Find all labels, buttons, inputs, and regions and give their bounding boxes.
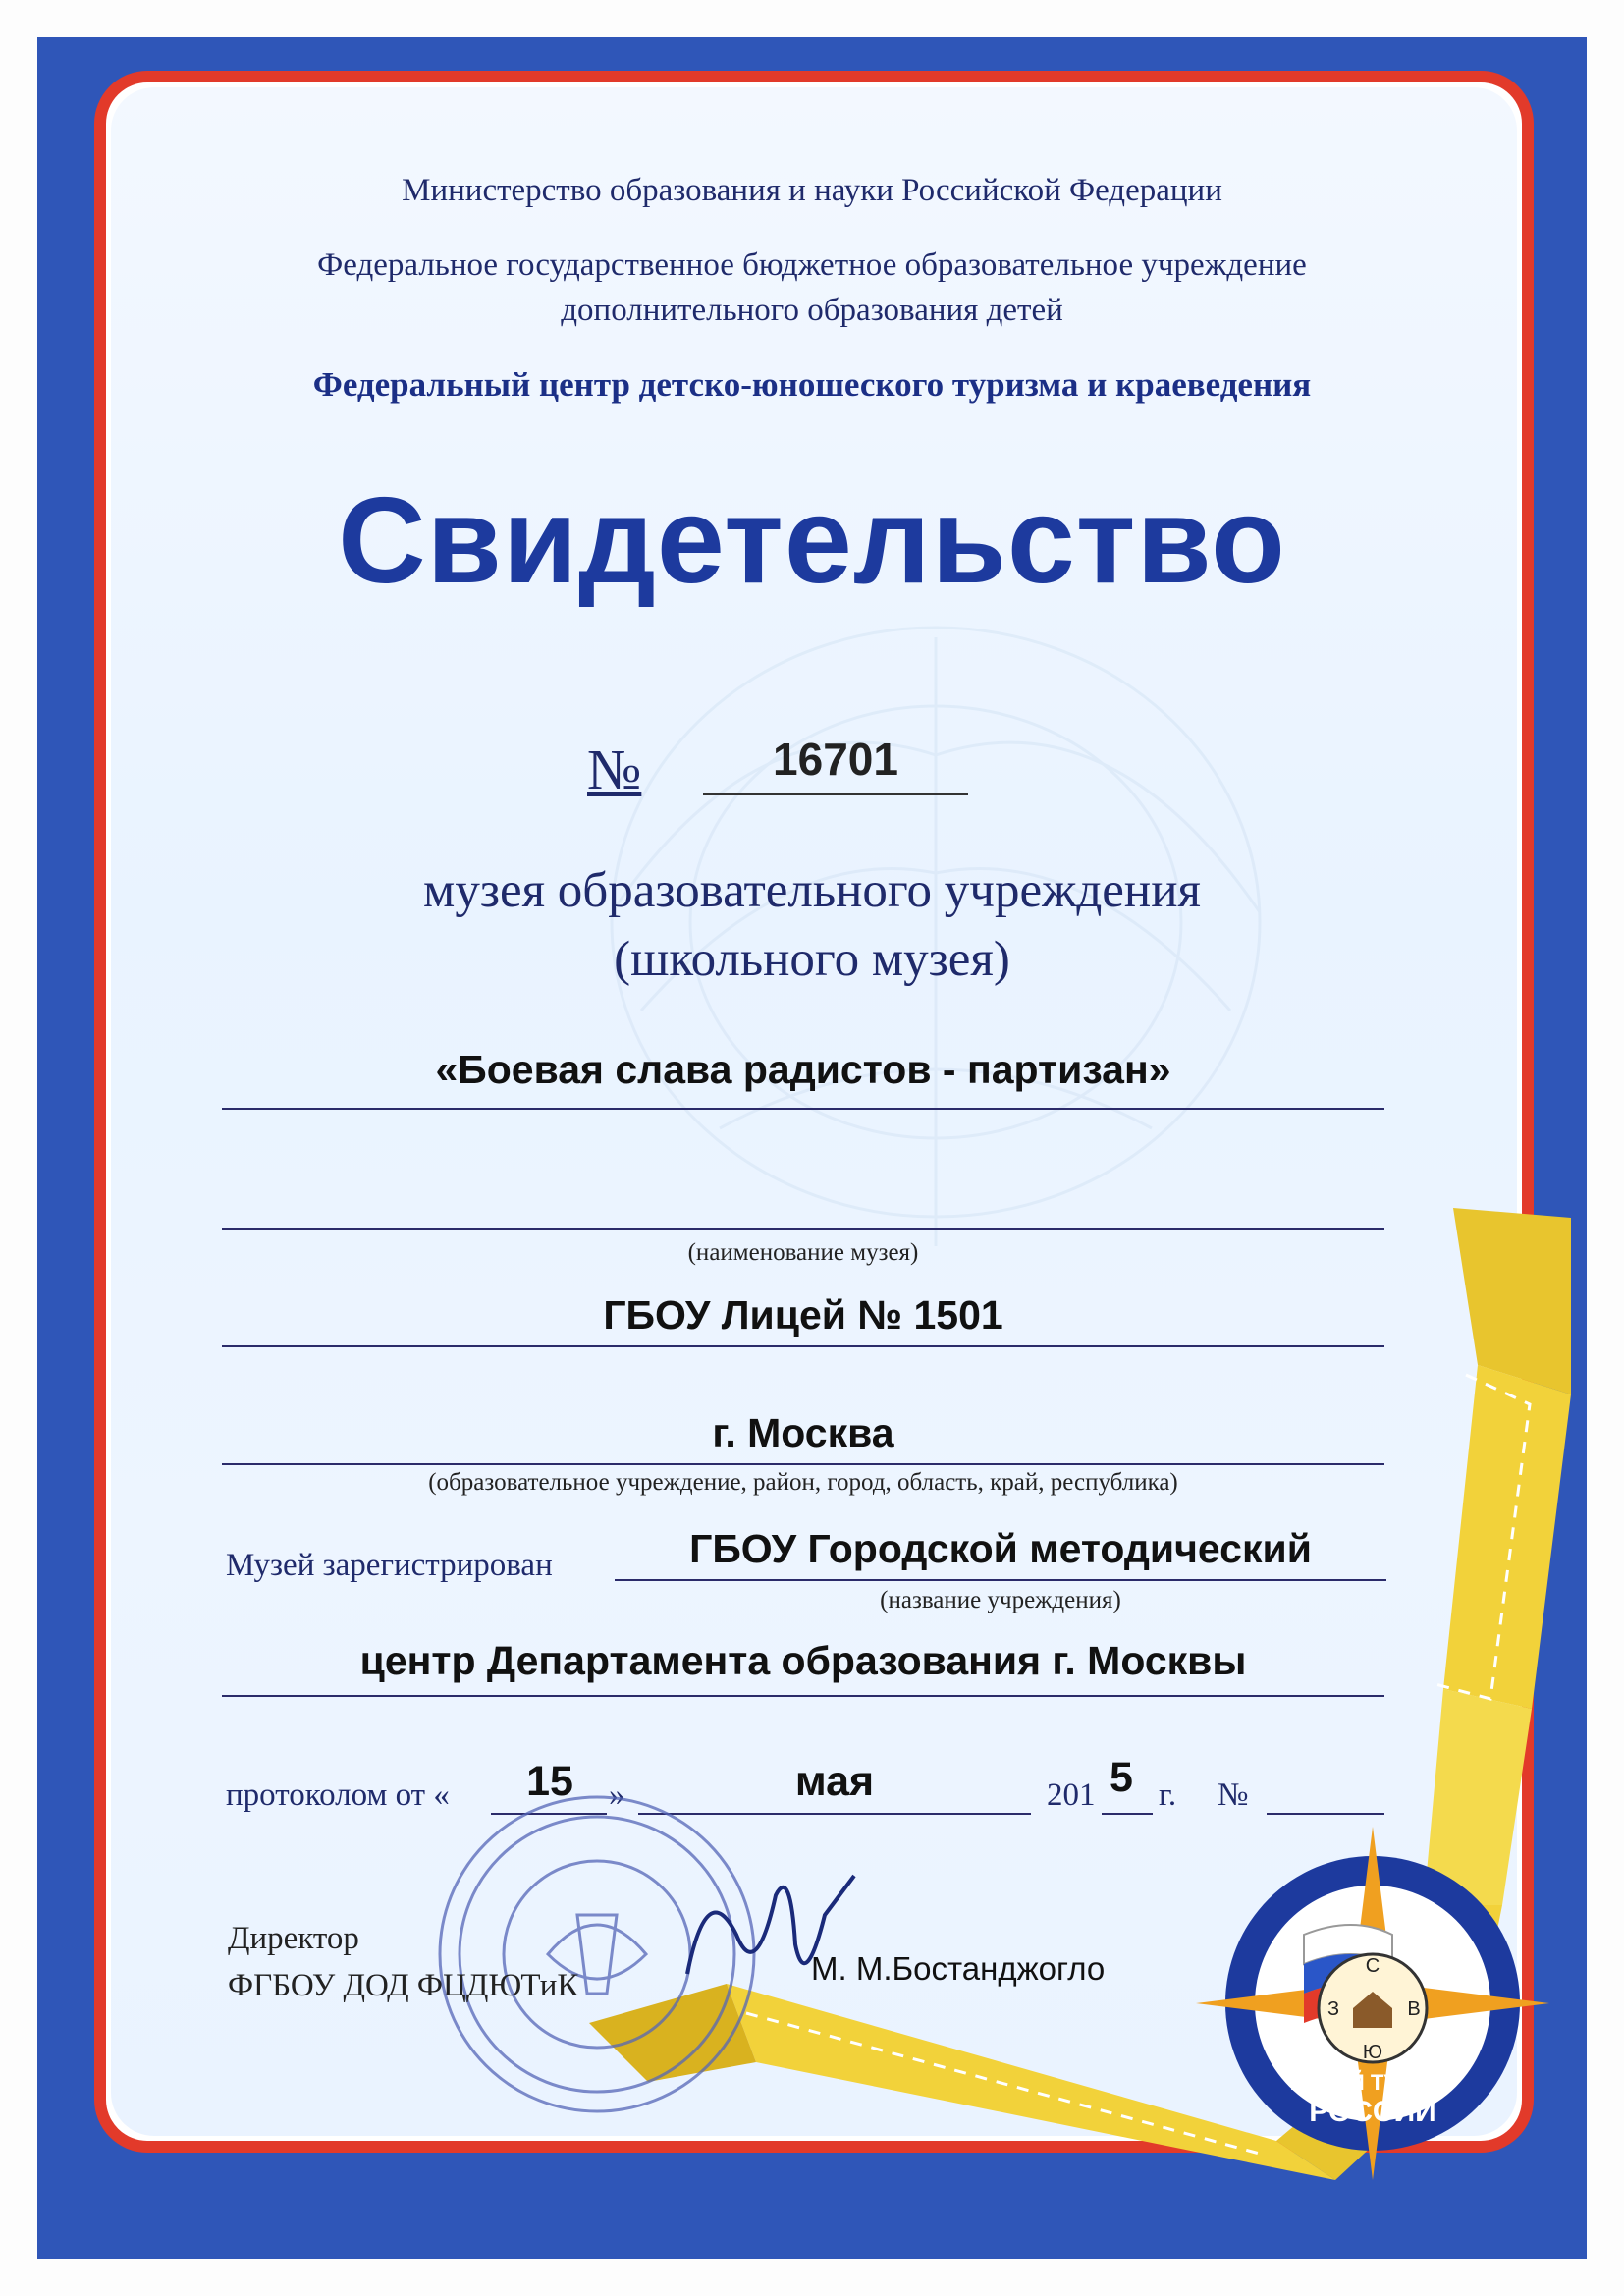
protocol-prefix: протоколом от « [226, 1777, 450, 1813]
protocol-year-unit: г. [1159, 1777, 1177, 1813]
protocol-month: мая [794, 1758, 875, 1805]
director-signature [677, 1856, 864, 2013]
compass-north: С [1365, 1955, 1380, 1977]
subtitle-line1: музея образовательного учреждения [423, 863, 1201, 918]
registering-org-line2: центр Департамента образования г. Москвы [359, 1638, 1247, 1683]
director-name: М. М.Бостанджогло [811, 1950, 1106, 1987]
museum-name-hint: (наименование музея) [687, 1239, 919, 1266]
school-name: ГБОУ Лицей № 1501 [603, 1292, 1003, 1338]
compass-east: В [1407, 1998, 1421, 2020]
protocol-year-prefix: 201 [1047, 1777, 1096, 1813]
protocol-number-sign: № [1218, 1777, 1249, 1813]
protocol-quote-close: » [609, 1777, 625, 1813]
institution-type-line2: дополнительного образования детей [561, 293, 1063, 328]
protocol-day: 15 [526, 1758, 573, 1805]
emblem-top-text: ЮНЫЙ ТУРИСТ [1289, 2070, 1456, 2095]
director-title: Директор [228, 1921, 359, 1956]
museum-name-line1 [222, 1108, 1384, 1110]
city-name: г. Москва [712, 1410, 894, 1455]
document-title: Свидетельство [338, 473, 1286, 609]
ministry-name: Министерство образования и науки Российской Федерации [402, 173, 1222, 208]
museum-name: «Боевая слава радистов - партизан» [435, 1047, 1171, 1092]
institution-type-line1: Федеральное государственное бюджетное образовательное учреждение [317, 247, 1307, 283]
protocol-year-digit: 5 [1110, 1754, 1133, 1801]
certificate-number: 16701 [773, 734, 898, 785]
center-name: Федеральный центр детско-юношеского туризма и краеведения [312, 365, 1312, 404]
compass-south: Ю [1362, 2042, 1383, 2063]
number-sign: № [587, 738, 642, 801]
compass-west: З [1326, 1998, 1340, 2020]
registering-org-hint: (название учреждения) [880, 1587, 1121, 1613]
subtitle-line2: (школьного музея) [614, 932, 1010, 987]
number-underline [703, 793, 968, 795]
compass-rose-icon [1196, 1827, 1549, 2180]
emblem-bottom-text: РОССИИ [1309, 2096, 1436, 2128]
school-hint: (образовательное учреждение, район, город, область, край, республика) [428, 1469, 1178, 1496]
registering-org-line1: ГБОУ Городской методический [689, 1526, 1312, 1571]
registered-label: Музей зарегистрирован [226, 1548, 553, 1583]
director-organization: ФГБОУ ДОД ФЦДЮТиК [228, 1968, 579, 2003]
